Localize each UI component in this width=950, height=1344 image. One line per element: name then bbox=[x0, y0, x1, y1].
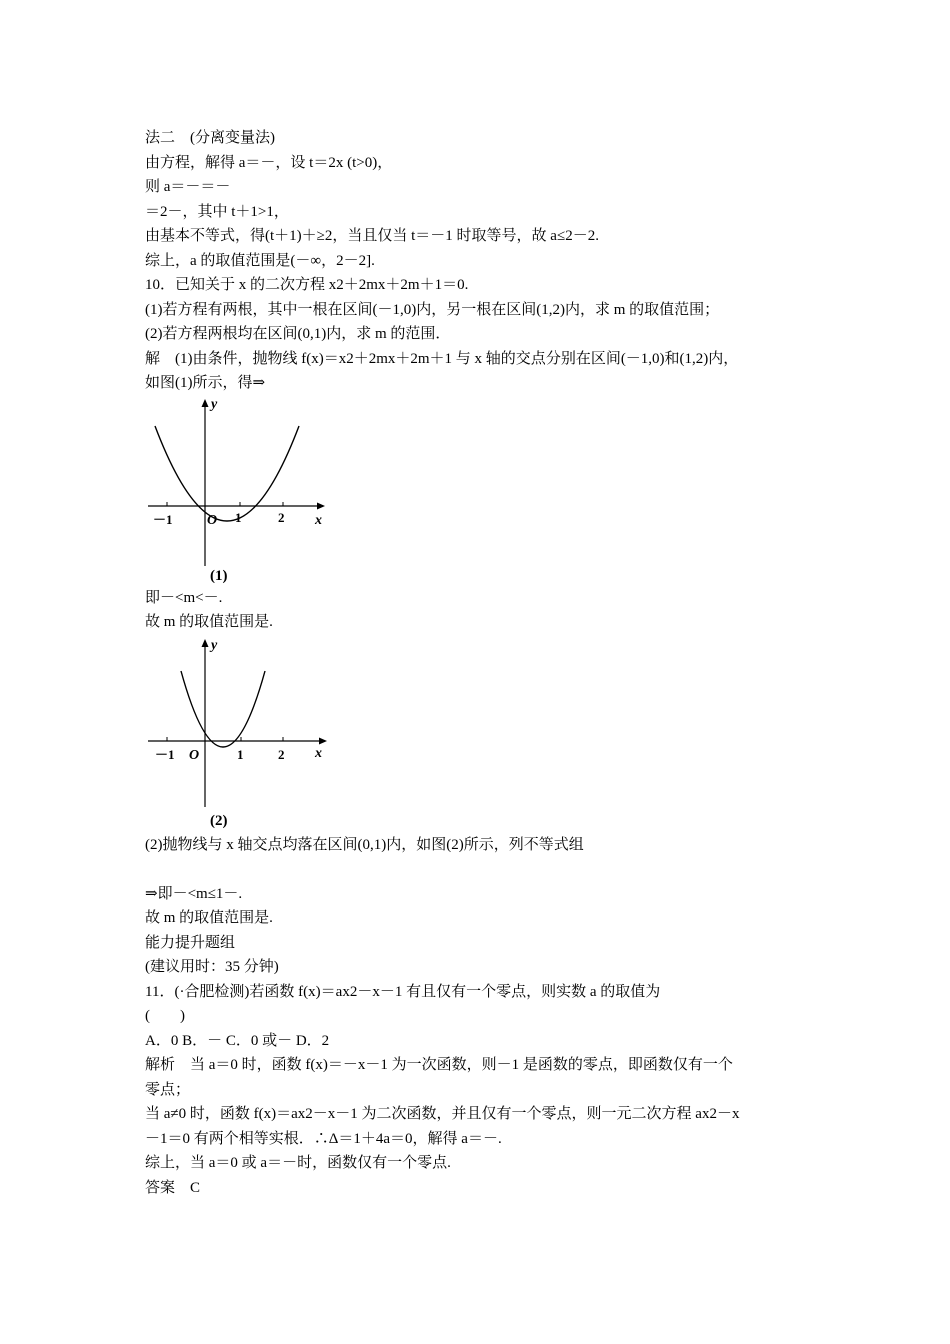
document-body bbox=[145, 126, 825, 1200]
figure-1 bbox=[145, 396, 825, 586]
text-line: (1)若方程有两根，其中一根在区间(－1,0)内，另一根在区间(1,2)内，求 m 的取值范围； bbox=[145, 301, 720, 318]
x-axis-label: x bbox=[315, 512, 322, 528]
text-line: 如图(1)所示，得⇒ bbox=[145, 375, 266, 391]
figure-2 bbox=[145, 635, 825, 833]
problem-11-statement: 11．(·合肥检测)若函数 f(x)＝ax2－x－1 有且仅有一个零点，则实数 a 的取值为 bbox=[145, 983, 661, 1000]
tick-label: －1 bbox=[155, 746, 175, 762]
tick-label: 1 bbox=[237, 746, 244, 762]
text-line: 由方程，解得 a＝－，设 t＝2x (t>0)， bbox=[145, 154, 393, 171]
text-line: 零点； bbox=[145, 1081, 191, 1098]
text-line: 综上，当 a＝0 或 a＝－时，函数仅有一个零点. bbox=[145, 1155, 451, 1171]
parabola-graph-2 bbox=[145, 635, 345, 833]
blank-line bbox=[145, 857, 825, 882]
answer-blank: ( ) bbox=[145, 1008, 185, 1024]
text-line: 解 (1)由条件，抛物线 f(x)＝x2＋2mx＋2m＋1 与 x 轴的交点分别在区间(－1,0)和(1,2)内， bbox=[145, 350, 739, 367]
tick-label: 2 bbox=[278, 509, 285, 525]
figure-caption: (1) bbox=[210, 567, 228, 584]
text-line: 当 a≠0 时，函数 f(x)＝ax2－x－1 为二次函数，并且仅有一个零点，则一元二次方程 ax2－x bbox=[145, 1106, 740, 1122]
origin-label: O bbox=[189, 747, 200, 763]
y-axis-label: y bbox=[211, 396, 218, 412]
text-line: 故 m 的取值范围是. bbox=[145, 614, 273, 630]
parabola-curve bbox=[181, 671, 265, 747]
x-axis-arrow bbox=[317, 502, 325, 509]
figure-caption: (2) bbox=[210, 812, 228, 829]
text-line: 即－<m<－. bbox=[145, 589, 223, 606]
x-axis-arrow bbox=[319, 737, 327, 744]
text-line: 则 a＝－＝－ bbox=[145, 179, 231, 195]
x-axis-label: x bbox=[315, 745, 322, 761]
choices: A．0 B．－ C．0 或－ D．2 bbox=[145, 1032, 330, 1049]
y-axis-arrow bbox=[202, 399, 209, 407]
problem-10-statement: 10．已知关于 x 的二次方程 x2＋2mx＋2m＋1＝0. bbox=[145, 277, 469, 293]
answer-line: 答案 C bbox=[145, 1179, 201, 1196]
text-line: (建议用时：35 分钟) bbox=[145, 959, 279, 975]
section-heading: 能力提升题组 bbox=[145, 934, 236, 951]
text-line: 解析 当 a＝0 时，函数 f(x)＝－x－1 为一次函数，则－1 是函数的零点，即函数仅有一个 bbox=[145, 1057, 733, 1073]
tick-label: －1 bbox=[153, 511, 173, 527]
parabola-graph-1 bbox=[145, 396, 345, 586]
text-line: ＝2－，其中 t＋1>1， bbox=[145, 203, 289, 220]
tick-label: 1 bbox=[235, 509, 242, 525]
y-axis-arrow bbox=[202, 639, 209, 647]
origin-label: O bbox=[207, 512, 218, 528]
text-line: (2)若方程两根均在区间(0,1)内，求 m 的范围． bbox=[145, 326, 451, 342]
text-line: 故 m 的取值范围是. bbox=[145, 910, 273, 926]
text-line: (2)抛物线与 x 轴交点均落在区间(0,1)内，如图(2)所示，列不等式组 bbox=[145, 836, 584, 853]
text-line: －1＝0 有两个相等实根．∴Δ＝1＋4a＝0，解得 a＝－. bbox=[145, 1130, 502, 1147]
text-line: 法二 (分离变量法) bbox=[145, 130, 275, 146]
y-axis-label: y bbox=[211, 637, 218, 653]
text-line: 综上，a 的取值范围是(－∞，2－2]. bbox=[145, 252, 375, 269]
text-line: 由基本不等式，得(t＋1)＋≥2，当且仅当 t＝－1 时取等号，故 a≤2－2. bbox=[145, 228, 599, 244]
text-line: ⇒即－<m≤1－. bbox=[145, 885, 243, 902]
parabola-curve bbox=[155, 426, 299, 521]
tick-label: 2 bbox=[278, 746, 285, 762]
